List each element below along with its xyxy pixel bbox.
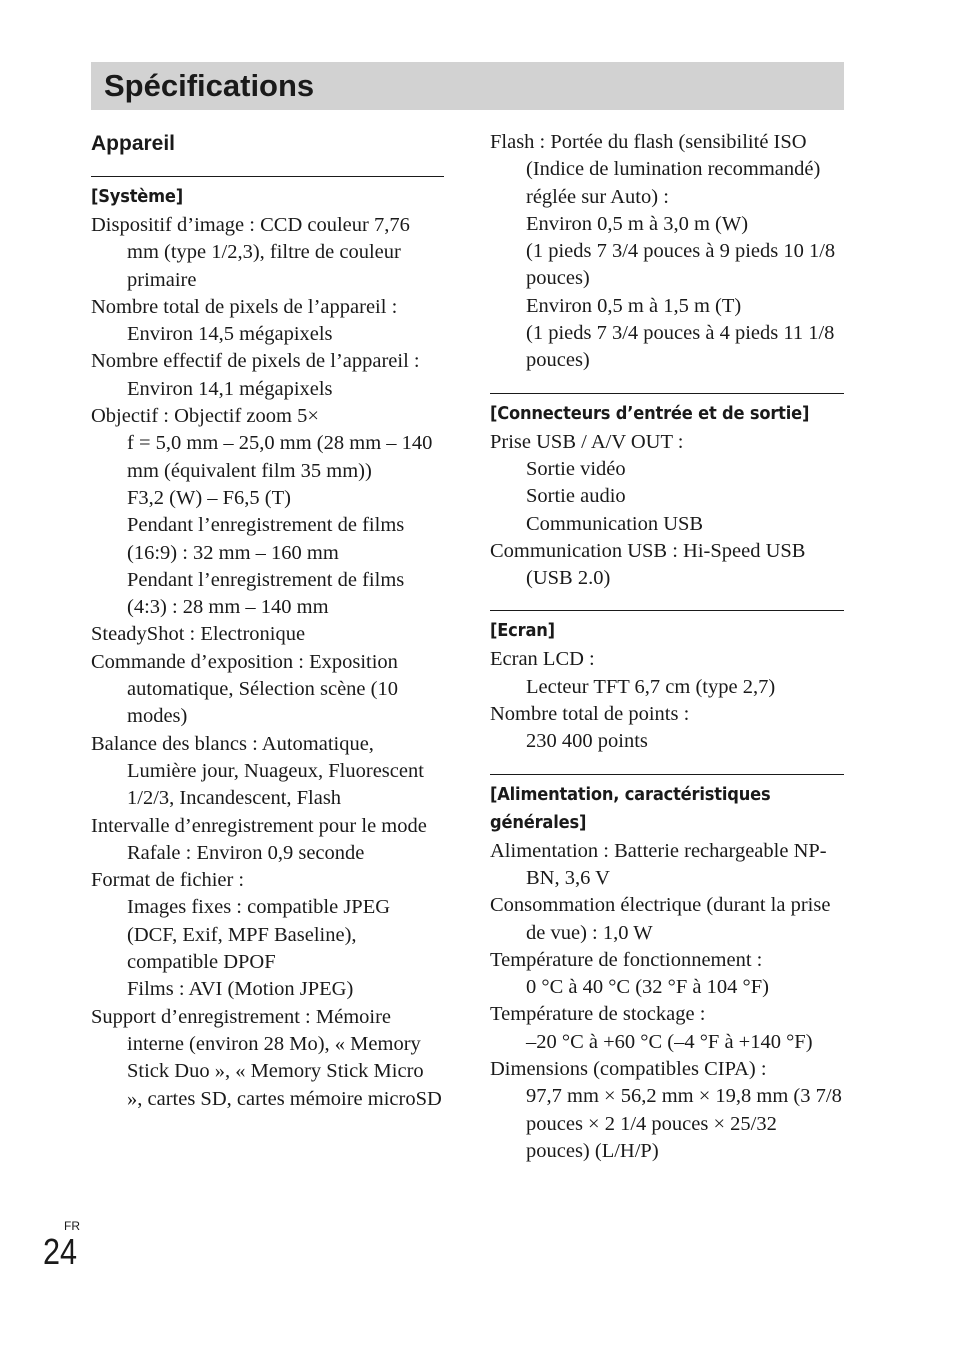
spec-label: Température de fonctionnement : (490, 948, 763, 971)
left-column (91, 128, 444, 1113)
section-title-ecran: [Ecran] (490, 621, 555, 642)
spec-label: Commande d’exposition : Exposition automatique, Sélection scène (10 modes) (91, 650, 398, 728)
spec-item (91, 403, 444, 621)
spec-item (91, 867, 444, 1003)
spec-value: (1 pieds 7 3/4 pouces à 4 pieds 11 1/8 pouces) (526, 322, 835, 372)
spec-label: Nombre effectif de pixels de l’appareil : (91, 350, 420, 373)
spec-label: Dimensions (compatibles CIPA) : (490, 1058, 767, 1081)
spec-value: –20 °C à +60 °C (–4 °F à +140 °F) (526, 1030, 813, 1053)
spec-label: Nombre total de points : (490, 703, 690, 726)
spec-value: Films : AVI (Motion JPEG) (127, 978, 354, 1001)
spec-list-systeme (91, 212, 444, 1113)
spec-label: Balance des blancs : Automatique, Lumière jour, Nuageux, Fluorescent 1/2/3, Incandescent, Flash (91, 732, 424, 810)
spec-label: Nombre total de pixels de l’appareil : (91, 295, 398, 318)
section-systeme (91, 176, 444, 1113)
spec-list-connecteurs (490, 429, 844, 593)
spec-value: (1 pieds 7 3/4 pouces à 9 pieds 10 1/8 pouces) (526, 240, 836, 290)
section-title-alimentation: [Alimentation, caractéristiques générales] (490, 784, 771, 833)
title-bar (91, 62, 844, 110)
spec-label: Communication USB : Hi-Speed USB (USB 2.0) (490, 539, 806, 590)
spec-item (490, 947, 844, 1002)
spec-list-alimentation (490, 838, 844, 1166)
spec-item (490, 1056, 844, 1165)
spec-label: SteadyShot : Electronique (91, 623, 306, 646)
spec-item (91, 813, 444, 868)
spec-label: Support d’enregistrement : Mémoire interne (environ 28 Mo), « Memory Stick Duo », « Memory Stick Micro », cartes SD, cartes mémoire microSD (91, 1005, 442, 1110)
spec-value: 97,7 mm × 56,2 mm × 19,8 mm (3 7/8 pouces × 2 1/4 pouces × 25/32 pouces) (L/H/P) (526, 1085, 842, 1162)
spec-value: Pendant l’enregistrement de films (16:9) : 32 mm – 160 mm (127, 514, 405, 564)
spec-value: Environ 14,5 mégapixels (127, 323, 333, 346)
spec-item (91, 621, 444, 648)
section-connecteurs (490, 393, 844, 593)
spec-label: Flash : Portée du flash (sensibilité ISO (Indice de lumination recommandé) réglée sur Auto) : (490, 131, 821, 208)
spec-label: Format de fichier : (91, 869, 245, 892)
spec-item (490, 701, 844, 756)
spec-item (91, 348, 444, 403)
spec-value: 230 400 points (526, 730, 648, 753)
spec-value: Lecteur TFT 6,7 cm (type 2,7) (526, 675, 776, 698)
spec-label: Prise USB / A/V OUT : (490, 430, 684, 453)
spec-value: F3,2 (W) – F6,5 (T) (127, 486, 291, 509)
spec-value: 0 °C à 40 °C (32 °F à 104 °F) (526, 976, 769, 999)
spec-item (91, 649, 444, 731)
spec-label: Température de stockage : (490, 1003, 706, 1026)
spec-item (91, 1004, 444, 1113)
section-ecran (490, 610, 844, 755)
spec-item (91, 731, 444, 813)
right-column (490, 129, 844, 1165)
spec-label: Alimentation : Batterie rechargeable NP-BN, 3,6 V (490, 839, 827, 889)
spec-item (490, 538, 844, 593)
spec-item (91, 294, 444, 349)
spec-item (490, 129, 844, 375)
spec-value: Pendant l’enregistrement de films (4:3) : 28 mm – 140 mm (127, 568, 405, 619)
spec-item (91, 212, 444, 294)
spec-value: Images fixes : compatible JPEG (DCF, Exif, MPF Baseline), compatible DPOF (127, 896, 391, 974)
spec-label: Objectif : Objectif zoom 5× (91, 405, 319, 428)
spec-value: Communication USB (526, 512, 704, 535)
page-title: Spécifications (104, 68, 315, 103)
section-alimentation (490, 774, 844, 1166)
spec-item (490, 892, 844, 947)
spec-value: Sortie audio (526, 485, 626, 508)
language-code: FR (64, 1219, 80, 1233)
spec-label: Dispositif d’image : CCD couleur 7,76 mm (type 1/2,3), filtre de couleur primaire (91, 214, 410, 291)
spec-label: Intervalle d’enregistrement pour le mode Rafale : Environ 0,9 seconde (91, 814, 427, 864)
spec-item (490, 838, 844, 893)
spec-value: Environ 0,5 m à 3,0 m (W) (526, 212, 749, 235)
spec-item (490, 429, 844, 538)
spec-value: Environ 14,1 mégapixels (127, 377, 333, 400)
section-title-systeme: [Système] (91, 187, 184, 207)
spec-value: Sortie vidéo (526, 457, 626, 480)
spec-item (490, 1001, 844, 1056)
spec-flash (490, 129, 844, 375)
subhead-appareil: Appareil (91, 132, 176, 155)
section-title-connecteurs: [Connecteurs d’entrée et de sortie] (490, 403, 810, 424)
spec-label: Consommation électrique (durant la prise de vue) : 1,0 W (490, 894, 831, 944)
spec-item (490, 646, 844, 701)
spec-value: f = 5,0 mm – 25,0 mm (28 mm – 140 mm (équivalent film 35 mm)) (127, 432, 433, 482)
spec-list-ecran (490, 646, 844, 755)
page-number: 24 (43, 1231, 78, 1272)
spec-label: Ecran LCD : (490, 648, 595, 671)
spec-value: Environ 0,5 m à 1,5 m (T) (526, 294, 742, 317)
